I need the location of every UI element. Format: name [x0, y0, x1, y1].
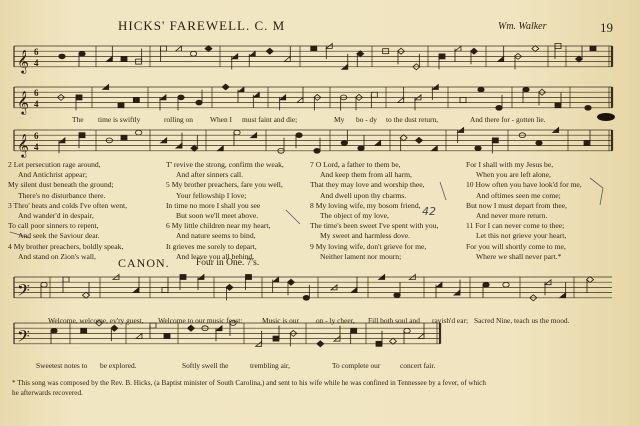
- triangle-note: [106, 57, 112, 62]
- square-note: [121, 57, 127, 62]
- verse-line: Let this not grieve your heart,: [476, 231, 567, 241]
- triangle-note: [436, 282, 442, 287]
- triangle-note: [253, 92, 259, 97]
- verse-line: When you are left alone,: [476, 170, 551, 180]
- triangle-note: [498, 57, 504, 62]
- round-note: [358, 146, 364, 151]
- verse-line: The time's been sweet I've spent with you,: [310, 221, 439, 231]
- verse-line: My sweet and harmless dove.: [320, 231, 411, 241]
- diamond-note: [471, 48, 478, 54]
- diamond-note: [400, 135, 407, 141]
- round-note: [190, 51, 196, 56]
- square-note: [76, 95, 82, 100]
- square-note: [118, 103, 124, 108]
- square-note: [121, 135, 127, 140]
- verse-line: To call poor sinners to repent,: [8, 221, 99, 231]
- verse-line: And stand on Zion's wall,: [18, 251, 96, 261]
- verse-line: And leave you all behind.: [176, 251, 255, 261]
- verse-line: 2 Let persecution rage around,: [8, 160, 101, 169]
- triangle-note: [398, 98, 404, 103]
- verse-column-3: [310, 160, 438, 262]
- verse-line: Your fellowship I love;: [176, 190, 247, 200]
- lyric-word: My: [334, 115, 345, 124]
- triangle-note: [249, 51, 255, 56]
- diamond-note: [266, 48, 273, 54]
- staff: [14, 277, 612, 298]
- verse-line: Neither lament nor mourn;: [320, 251, 402, 261]
- square-note: [492, 138, 498, 143]
- canon-lyric: trembling air,: [250, 361, 290, 370]
- composer-credit: Wm. Walker: [498, 21, 547, 32]
- diamond-note: [188, 325, 195, 331]
- lyric-word: When I: [210, 115, 232, 124]
- round-note: [135, 130, 141, 135]
- round-note: [303, 295, 309, 300]
- square-note: [273, 336, 279, 341]
- verse-line: And wander'd in despair,: [18, 211, 94, 221]
- verse-line: And never more return.: [476, 211, 548, 221]
- triangle-note: [560, 293, 566, 298]
- canon-lyric: Welcome to our music feast:: [158, 316, 243, 325]
- diamond-note: [288, 279, 295, 285]
- canon-lyric: be explored.: [100, 361, 137, 370]
- triangle-note: [217, 146, 223, 151]
- round-note: [496, 105, 502, 110]
- canon-title: CANON.: [118, 256, 170, 270]
- handwritten-mark: 42: [422, 205, 436, 218]
- verse-line: 6 My little children near my heart,: [166, 221, 271, 231]
- canon-lyric: Welcome, welcome, ev'ry guest,: [48, 316, 144, 325]
- triangle-note: [136, 334, 142, 339]
- triangle-note: [351, 288, 357, 293]
- verse-column-2: [166, 160, 284, 262]
- page-number: 19: [600, 20, 613, 35]
- verse-line: And nature seems to bind,: [176, 231, 256, 241]
- round-note: [79, 51, 85, 56]
- hymn-title: HICKS' FAREWELL. C. M: [118, 18, 286, 33]
- round-note: [178, 95, 184, 100]
- square-note: [460, 98, 466, 103]
- time-signature-top: 6: [34, 88, 39, 98]
- triangle-note: [418, 334, 424, 339]
- lyric-word: And there for - gotten lie.: [470, 115, 546, 124]
- verse-line: 9 My loving wife, don't grieve for me,: [310, 241, 427, 251]
- footnote-line-2: he afterwards recovered.: [12, 389, 83, 397]
- verse-line: And keep them from all harm,: [320, 170, 412, 180]
- triangle-note: [176, 46, 182, 51]
- ink-blot: [597, 113, 615, 121]
- treble-clef: 𝄞: [17, 48, 29, 73]
- square-note: [371, 92, 377, 97]
- square-note: [351, 328, 357, 333]
- square-note: [590, 46, 596, 51]
- staff: [14, 87, 612, 108]
- triangle-note: [297, 98, 303, 103]
- square-note: [81, 328, 87, 333]
- round-note: [536, 141, 542, 146]
- verse-line: 10 How often you have look'd for me,: [466, 180, 582, 190]
- verse-line: My silent dust beneath the ground;: [8, 180, 114, 190]
- diamond-note: [205, 46, 212, 52]
- diamond-note: [390, 338, 397, 344]
- canon-lyric: Fill both soul and: [368, 316, 420, 325]
- square-note: [246, 275, 252, 280]
- staff: [14, 323, 440, 344]
- diamond-note: [416, 137, 423, 143]
- diamond-note: [576, 56, 583, 62]
- diamond-note: [357, 51, 364, 57]
- square-note: [311, 46, 317, 51]
- square-note: [133, 98, 139, 103]
- verse-line: Where we shall never part.*: [476, 251, 562, 261]
- round-note: [523, 87, 529, 92]
- verse-line: And Antichrist appear;: [18, 170, 88, 180]
- verse-line: For you will shortly come to me,: [466, 241, 566, 251]
- square-note: [180, 275, 186, 280]
- treble-clef: 𝄞: [17, 89, 29, 114]
- lyric-word: time is swiftly: [98, 115, 141, 124]
- footnote-line-1: * This song was composed by the Rev. B. Hicks, (a Baptist minister of South Carolina,) and sent to his wife while he was confined in Tennessee by a fever, of which: [12, 379, 486, 387]
- verse-column-4: [466, 160, 582, 262]
- square-note: [161, 46, 167, 51]
- verse-line: It grieves me sorely to depart,: [166, 241, 257, 251]
- round-note: [234, 130, 240, 135]
- verse-line: And seek the Saviour dear.: [18, 231, 100, 241]
- canon-lyric: Sweetest notes to: [36, 361, 88, 370]
- lyric-word: to the dust return,: [386, 115, 439, 124]
- diamond-note: [111, 325, 118, 331]
- lyric-word: The: [72, 115, 84, 124]
- canon-lyric: Sacred Nine, teach us the mood.: [474, 316, 570, 325]
- verse-line: 7 O Lord, a father to them be,: [310, 160, 401, 169]
- verse-line: And after sinners call.: [176, 170, 244, 180]
- canon-lyric: ravish'd ear;: [432, 316, 469, 325]
- canon-lyric: on - ly cheer,: [316, 316, 355, 325]
- round-note: [196, 100, 202, 105]
- square-note: [376, 341, 382, 346]
- diamond-note: [222, 84, 229, 90]
- canon-lyric: To complete our: [332, 361, 381, 370]
- time-signature-top: 6: [34, 47, 39, 57]
- lyric-word: bo - dy: [356, 115, 377, 124]
- round-note: [478, 87, 484, 92]
- bass-clef: 𝄢: [17, 325, 30, 350]
- square-note: [162, 288, 168, 293]
- triangle-note: [238, 87, 244, 92]
- verse-line: T' revive the strong, confirm the weak,: [166, 160, 284, 169]
- verse-line: 8 My loving wife, my bosom friend,: [310, 200, 421, 210]
- square-note: [555, 103, 561, 108]
- lyric-word: rolling on: [164, 115, 193, 124]
- verse-line: The object of my love,: [320, 211, 389, 221]
- diamond-note: [587, 277, 594, 283]
- verse-line: For I shall with my Jesus be,: [466, 160, 554, 169]
- square-note: [584, 141, 590, 146]
- triangle-note: [455, 46, 461, 51]
- treble-clef: 𝄞: [17, 132, 29, 157]
- square-note: [79, 133, 85, 138]
- triangle-note: [273, 277, 279, 282]
- verse-line: 11 For I can never come to thee;: [466, 221, 565, 231]
- canon-lyric: Music is our: [262, 316, 299, 325]
- square-note: [439, 54, 445, 59]
- verse-line: In time no more I shall you see: [166, 200, 261, 210]
- time-signature-bottom: 4: [34, 58, 39, 68]
- round-note: [585, 105, 591, 110]
- round-note: [394, 293, 400, 298]
- round-note: [314, 148, 320, 153]
- verse-line: But soon we'll meet above.: [176, 211, 259, 221]
- round-note: [404, 328, 410, 333]
- round-note: [41, 282, 47, 287]
- diamond-note: [83, 292, 90, 298]
- time-signature-top: 6: [34, 131, 39, 141]
- verse-line: And dwell upon thy charms.: [320, 190, 407, 200]
- square-note: [150, 323, 156, 328]
- diamond-note: [532, 46, 539, 52]
- triangle-note: [431, 146, 437, 151]
- round-note: [51, 328, 57, 333]
- verse-line: 3 Thro' heats and colds I've often went,: [8, 200, 128, 210]
- verse-line: 4 My brother preachers, boldly speak,: [8, 241, 124, 251]
- canon-lyric: Softly swell the: [182, 361, 229, 370]
- diamond-note: [317, 341, 324, 347]
- bass-clef: 𝄢: [17, 279, 30, 304]
- verse-column-1: [8, 160, 127, 262]
- lyric-word: must faint and die;: [242, 115, 298, 124]
- round-note: [341, 141, 347, 146]
- canon-subtitle: Four in One. 7's.: [196, 258, 260, 268]
- time-signature-bottom: 4: [34, 99, 39, 109]
- verse-line: 5 My brother preachers, fare you well,: [166, 180, 283, 190]
- triangle-note: [284, 57, 290, 62]
- verse-line: But now I must depart from thee,: [466, 200, 568, 210]
- round-note: [483, 282, 489, 287]
- round-note: [59, 54, 65, 59]
- square-note: [63, 277, 69, 282]
- round-note: [296, 133, 302, 138]
- round-note: [475, 146, 481, 151]
- verse-line: There's no disturbance there.: [18, 190, 106, 200]
- canon-lyric: concert fair.: [400, 361, 436, 370]
- triangle-note: [375, 141, 381, 146]
- round-note: [503, 282, 509, 287]
- verse-line: And oftimes seen me come;: [476, 190, 561, 200]
- time-signature-bottom: 4: [34, 142, 39, 152]
- square-note: [164, 334, 170, 339]
- diamond-note: [226, 284, 233, 290]
- diamond-note: [191, 145, 198, 151]
- verse-line: That they may love and worship thee,: [310, 180, 425, 190]
- triangle-note: [133, 288, 139, 293]
